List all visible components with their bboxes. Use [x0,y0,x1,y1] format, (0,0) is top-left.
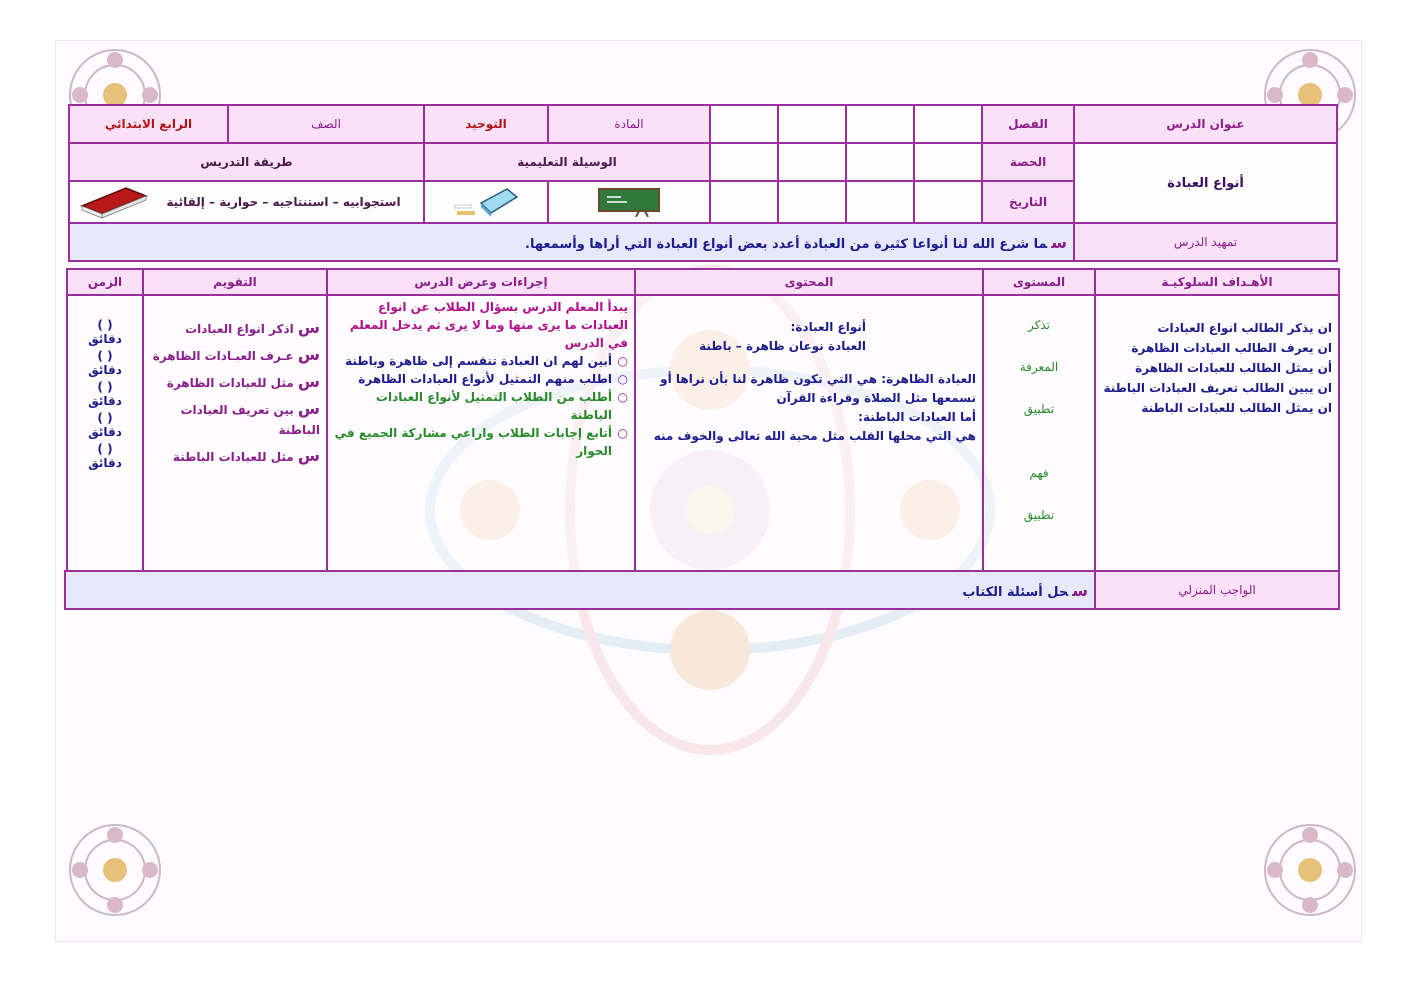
procedure-item: ○ أبين لهم ان العبادة تنقسم إلى ظاهرة وباطنة [334,352,612,370]
time-item: ( ) دقائق [88,349,122,377]
question-mark-icon: س [297,372,320,391]
question-mark-icon: س [297,345,320,364]
content-line: العبادة نوعان ظاهرة – باطنة [699,339,866,353]
subject-value: التوحيد [424,105,548,143]
goal-item: ان يعرف الطالب العبادات الظاهرة [1131,341,1332,355]
time-item: ( ) دقائق [88,380,122,408]
chalk-eraser-cell [424,181,548,223]
content-line: نسمعها مثل الصلاة وقراءة القرآن [776,391,976,405]
intro-text: ما شرع الله لنا أنواعا كثيرة من العبادة أعدد بعض أنواع العبادة التي أراها وأسمعها. [525,236,1048,252]
procedure-item: ○ أطلب من الطلاب التمثيل لأنواع العبادات الباطنة [334,388,612,424]
evaluation-item: س مثل للعبادات الباطنة [172,446,320,465]
homework-label: الواجب المنزلي [1095,571,1339,609]
session-cell [778,143,846,181]
intro-label: تمهيد الدرس [1074,223,1337,261]
procedure-item: ○ اطلب منهم التمثيل لأنواع العبادات الظاهرة [334,370,612,388]
lesson-title-label: عنوان الدرس [1074,105,1337,143]
content-line [642,356,976,370]
lesson-plan-table [66,268,1340,572]
question-mark-icon: س [297,318,320,337]
procedures-intro: يبدأ المعلم الدرس بسؤال الطلاب عن انواع العبادات ما يرى منها وما لا يرى ثم يدخل المعلم في الدرس [349,300,628,350]
date-cell [846,181,914,223]
date-cell [778,181,846,223]
chalk-eraser-icon [451,185,521,219]
semester-cell [914,105,982,143]
lesson-title-value: أنواع العبادة [1074,143,1337,223]
time-item: ( ) دقائق [88,411,122,439]
procedures-cell [327,295,635,571]
procedures-list [334,352,628,460]
method-label: طريقة التدريس [69,143,424,181]
homework-text-cell [65,571,1095,609]
content-line: أما العبادات الباطنة: [858,410,976,424]
session-cell [846,143,914,181]
question-mark-icon: س [1051,232,1068,252]
date-cell [710,181,778,223]
question-mark-icon: س [1072,580,1088,600]
semester-cell [710,105,778,143]
time-item: ( ) دقائق [88,442,122,470]
content-line: هي التي محلها القلب مثل محبة الله تعالى والخوف منه [653,429,976,443]
session-label: الحصة [982,143,1074,181]
time-header: الزمن [67,269,143,295]
level-item: تطبيق [1023,402,1055,416]
semester-cell [778,105,846,143]
grade-label: الصف [228,105,424,143]
procedures-header: إجراءات وعرض الدرس [327,269,635,295]
intro-text-cell [69,223,1074,261]
content-line: العبادة الظاهرة: هي التي تكون ظاهرة لنا بأن نراها أو [660,372,976,386]
goals-header: الأهـداف السلوكيـة [1095,269,1339,295]
method-value: استجوابيه – استنتاجيه – حوارية – إلقائية [166,195,401,209]
lesson-header-table [68,104,1338,262]
evaluation-item: س بين تعريف العبادات الباطنة [180,399,320,437]
session-cell [710,143,778,181]
content-header: المحتوى [635,269,983,295]
subject-label: المادة [548,105,710,143]
level-item: فهم [1029,466,1049,480]
semester-label: الفصل [982,105,1074,143]
evaluation-item: س عـرف العبـادات الظاهرة [152,345,320,364]
book-icon [76,184,150,220]
chalkboard-cell [548,181,710,223]
session-cell [914,143,982,181]
evaluation-header: التقويم [143,269,327,295]
homework-text: حل أسئلة الكتاب [962,584,1069,600]
semester-cell [846,105,914,143]
level-header: المستوى [983,269,1095,295]
teaching-method-cell [69,181,424,223]
procedure-item: ○ أتابع إجابات الطلاب واراعي مشاركة الجميع في الحوار [334,424,612,460]
chalkboard-icon [597,187,661,217]
date-label: التاريخ [982,181,1074,223]
date-cell [914,181,982,223]
question-mark-icon: س [297,446,320,465]
grade-value: الرابع الابتدائي [69,105,228,143]
goal-item: ان يبين الطالب تعريف العبادات الباطنة [1103,381,1332,395]
goal-item: ان يمثل الطالب للعبادات الباطنة [1141,401,1332,415]
levels-cell [983,295,1095,571]
goal-item: ان يذكر الطالب انواع العبادات [1157,321,1332,335]
goals-cell [1095,295,1339,571]
goal-item: أن يمثل الطالب للعبادات الظاهرة [1135,361,1332,375]
corner-ornament-bottom-right-icon [1255,815,1365,925]
content-cell [635,295,983,571]
level-item: تطبيق [1023,508,1055,522]
corner-ornament-bottom-left-icon [60,815,170,925]
time-item: ( ) دقائق [88,318,122,346]
level-item: المعرفة [1019,360,1059,374]
content-line: أنواع العبادة: [790,320,866,334]
evaluation-cell [143,295,327,571]
evaluation-item: س مثل للعبادات الظاهرة [166,372,320,391]
homework-table [64,570,1340,610]
time-cell [67,295,143,571]
aids-label: الوسيلة التعليمية [424,143,710,181]
evaluation-item: س اذكر انواع العبادات [185,318,320,337]
question-mark-icon: س [297,399,320,418]
level-item: تذكر [1028,318,1050,332]
